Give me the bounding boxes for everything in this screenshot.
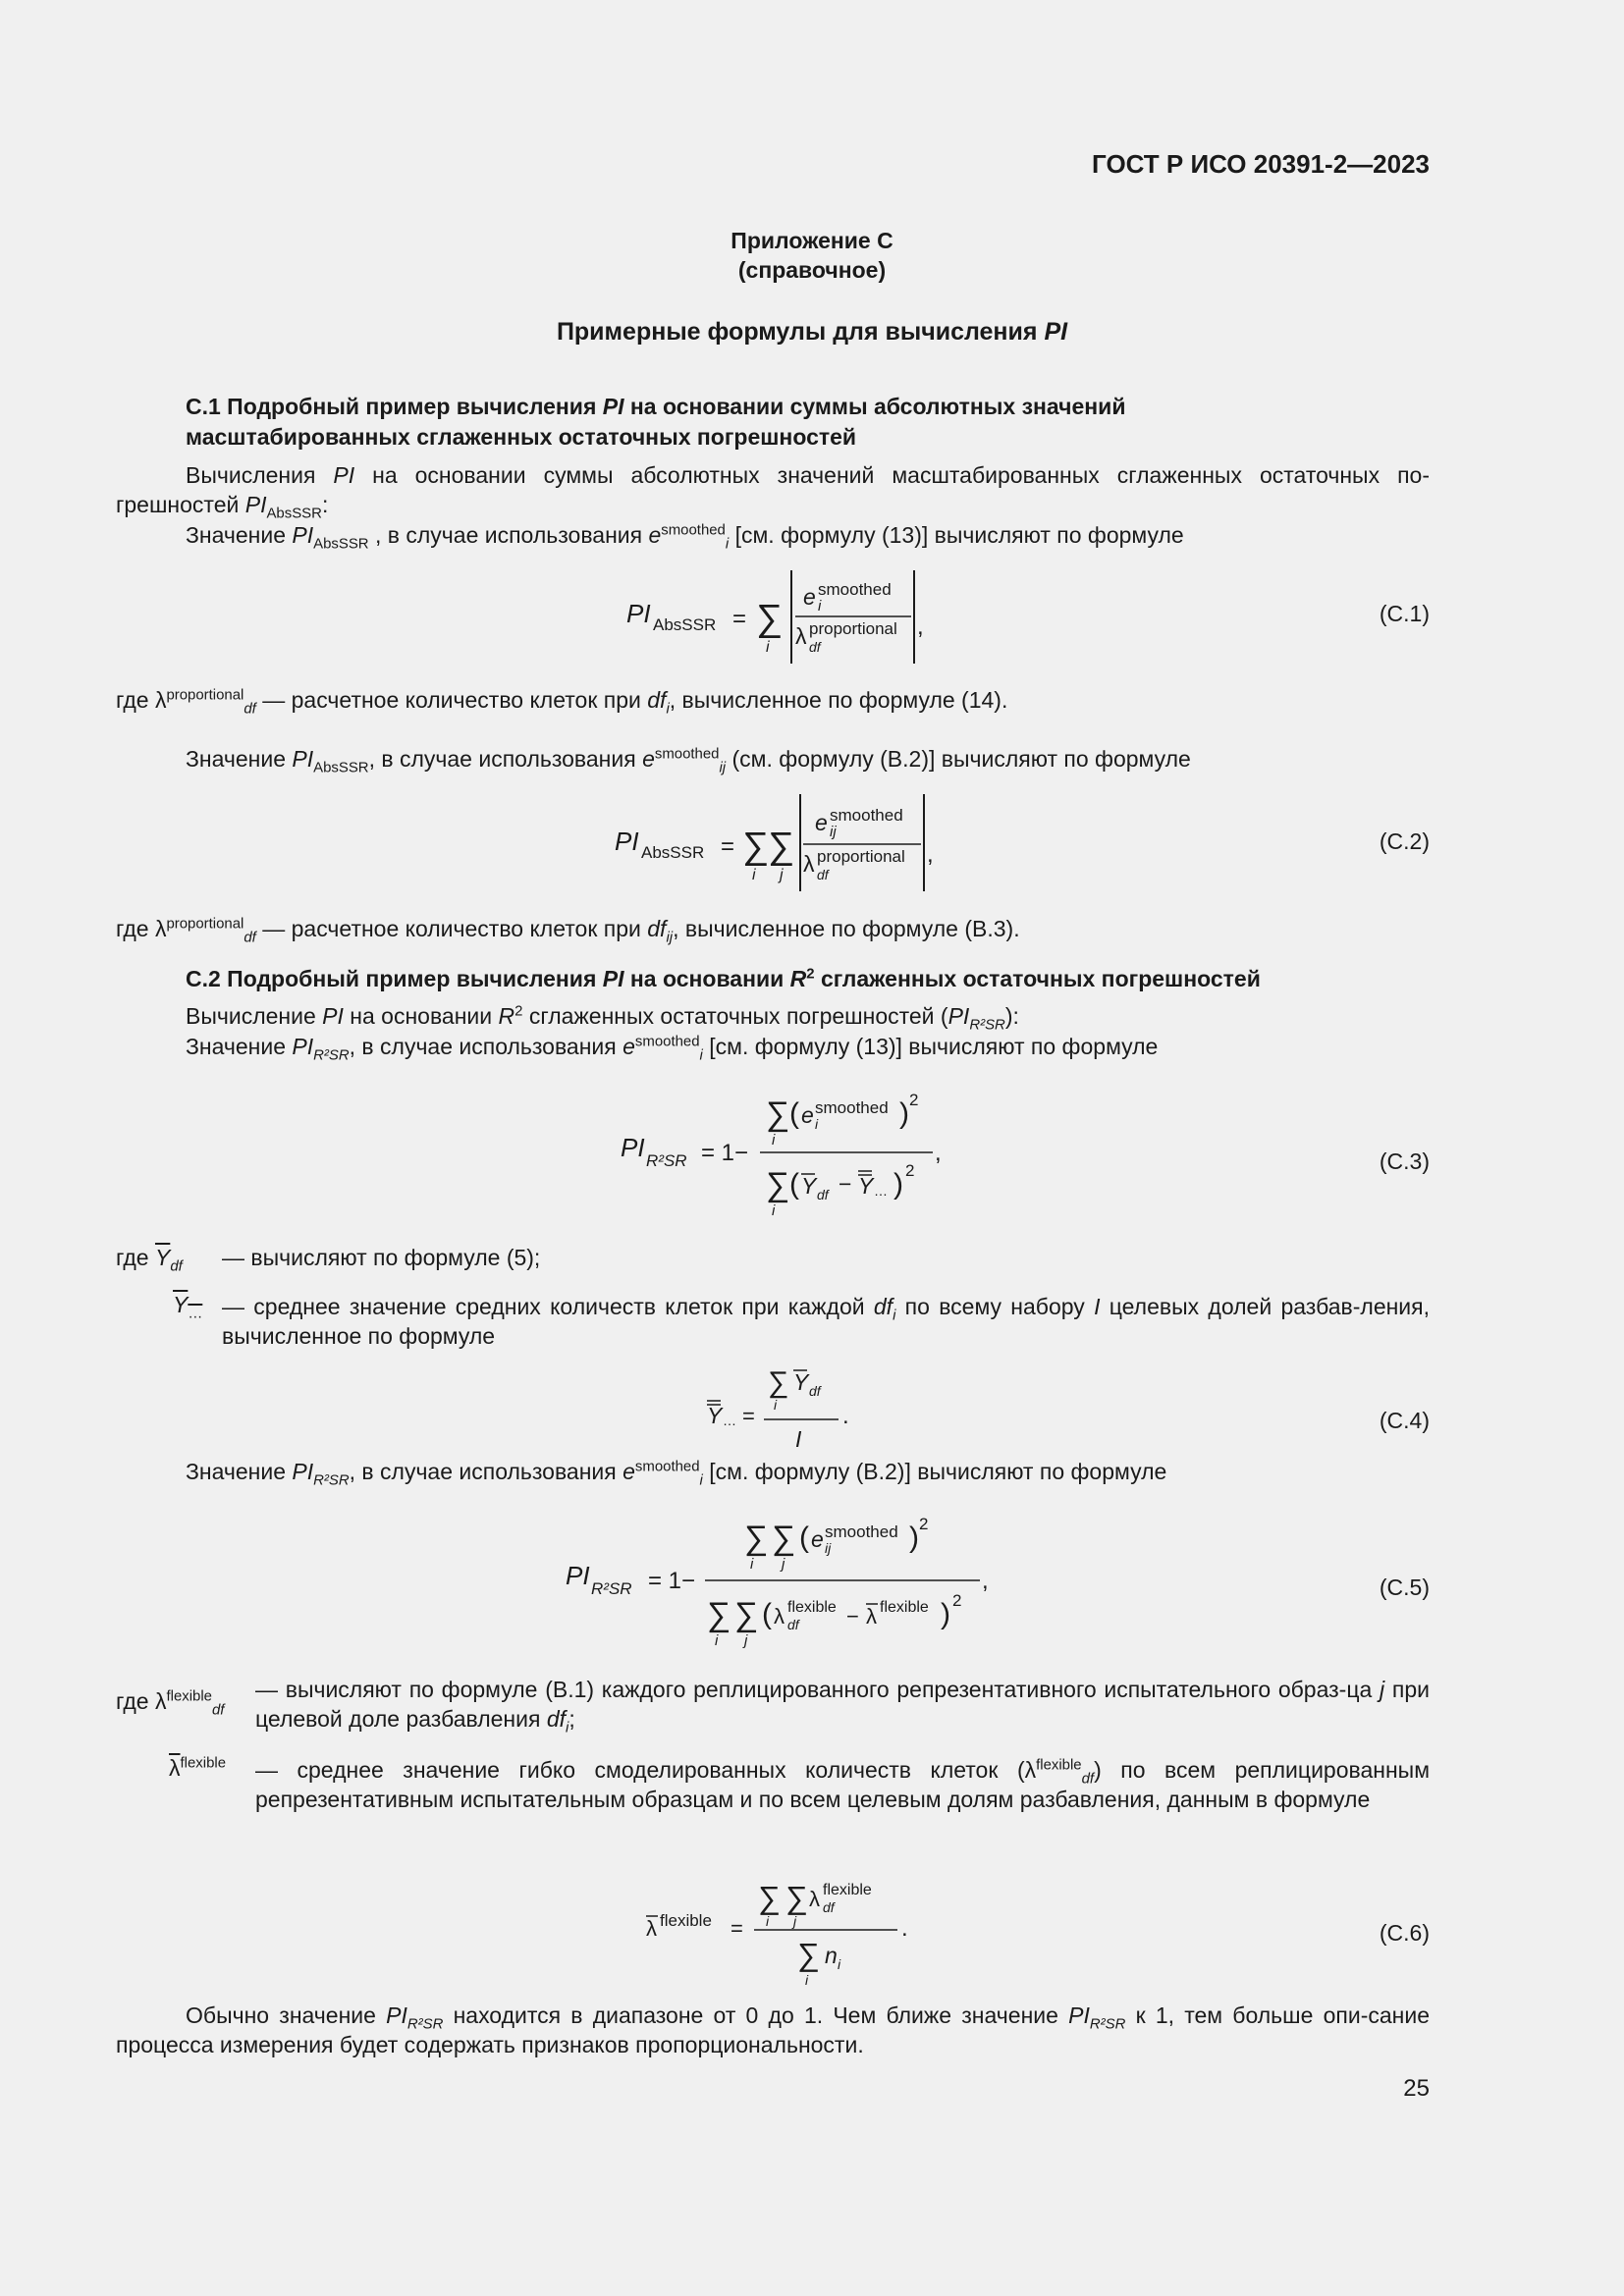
- where-c5: [116, 1675, 1430, 1739]
- svg-text:Y: Y: [707, 1403, 723, 1428]
- svg-text:AbsSSR: AbsSSR: [653, 615, 717, 634]
- svg-text:∑: ∑: [756, 598, 784, 639]
- svg-text:proportional: proportional: [809, 619, 897, 638]
- svg-text:): ): [909, 1522, 919, 1554]
- svg-text:i: i: [766, 1913, 770, 1929]
- formula-c6-svg: [116, 1865, 1430, 1993]
- final-paragraph: Обычно значение $PI_{R^2SR}$ находится в диапазоне от 0 до 1. Чем ближе значение $PI_{R^2SR}$ к 1, тем больше опи-сание процесса измерения будет содержать признаков пропорциональности.: [116, 2002, 1430, 2057]
- section-c2-heading: C.2 Подробный пример вычисления PI на основании $R^2$ сглаженных остаточных погрешностей: [186, 965, 1261, 991]
- svg-text:Y: Y: [801, 1173, 817, 1199]
- svg-text:PI: PI: [626, 599, 651, 628]
- svg-text:df: df: [817, 867, 829, 882]
- svg-text:λ: λ: [646, 1916, 657, 1941]
- svg-text:i: i: [805, 1972, 809, 1988]
- svg-text:R²SR: R²SR: [591, 1579, 632, 1598]
- svg-text:smoothed: smoothed: [818, 580, 892, 599]
- equation-number: (C.4): [1379, 1408, 1430, 1433]
- svg-text:AbsSSR: AbsSSR: [641, 843, 705, 862]
- svg-text:df: df: [809, 639, 821, 655]
- where-c3-label: где $\overline{Y}_{df}$: [116, 1245, 183, 1275]
- appendix-heading: Примерные формулы для вычисления PI: [556, 318, 1068, 346]
- page-number: 25: [1403, 2075, 1430, 2102]
- svg-text:∑: ∑: [742, 826, 770, 867]
- svg-text:e: e: [803, 584, 816, 610]
- svg-text:λ: λ: [866, 1604, 877, 1629]
- where-c5-label: где $\lambda^{flexible}_{df}$: [116, 1687, 225, 1719]
- svg-text:2: 2: [909, 1091, 919, 1109]
- svg-text:PI: PI: [621, 1133, 645, 1162]
- svg-text:∑: ∑: [744, 1520, 769, 1557]
- where-c1: где $\lambda^{proportional}_{df}$ — расчетное количество клеток при $df_i$, вычисленное по формуле (14).: [116, 686, 1008, 718]
- formula-c5-svg: [116, 1504, 1430, 1651]
- svg-text:i: i: [838, 1956, 841, 1972]
- where-c6: [116, 1755, 1430, 1853]
- svg-text:,: ,: [982, 1568, 989, 1594]
- svg-text:,: ,: [935, 1140, 942, 1166]
- svg-text:e: e: [811, 1526, 824, 1552]
- where-c6-label: $\overline{\lambda}^{flexible}$: [169, 1754, 226, 1781]
- svg-text:df: df: [823, 1899, 835, 1915]
- svg-text:∑: ∑: [766, 1166, 790, 1203]
- svg-text:∑: ∑: [758, 1880, 781, 1915]
- svg-text:i: i: [774, 1397, 778, 1413]
- formula-c6: [116, 1865, 1430, 1993]
- formula-c1-svg: [116, 565, 1430, 673]
- equation-number: (C.3): [1379, 1148, 1430, 1174]
- formula-c1: [116, 565, 1430, 683]
- formula-c2: [116, 789, 1430, 907]
- svg-text:i: i: [750, 1556, 754, 1573]
- svg-text:∑: ∑: [707, 1596, 731, 1633]
- where-c4-text: — среднее значение средних количеств клеток при каждой $df_i$ по всему набору I целевых долей разбав-ления, вычисленное по формуле: [222, 1294, 1430, 1349]
- svg-text:I: I: [795, 1426, 802, 1452]
- svg-text:i: i: [772, 1132, 776, 1148]
- svg-text:e: e: [801, 1102, 814, 1128]
- svg-text:j: j: [782, 1556, 785, 1573]
- svg-text:df: df: [809, 1383, 821, 1399]
- svg-text:Y: Y: [858, 1173, 874, 1199]
- formula-c2-svg: [116, 789, 1430, 897]
- svg-text:Y: Y: [793, 1369, 809, 1395]
- svg-text:λ: λ: [809, 1887, 820, 1911]
- svg-text:=: =: [742, 1404, 755, 1428]
- section-c1-heading-line1: C.1 Подробный пример вычисления PI на основании суммы абсолютных значений: [186, 394, 1126, 419]
- svg-text:(: (: [789, 1097, 799, 1130]
- svg-text:proportional: proportional: [817, 847, 905, 866]
- svg-text:2: 2: [919, 1515, 929, 1533]
- c1-line2: Значение $PI_{AbsSSR}$, в случае использования $e^{smoothed}_{ij}$ (см. формулу (B.2)] вычисляют по формуле: [186, 745, 1191, 776]
- svg-text:λ: λ: [803, 851, 815, 877]
- svg-text:flexible: flexible: [823, 1882, 872, 1898]
- svg-text:j: j: [780, 867, 784, 883]
- section-c2-intro: Вычисление PI на основании $R^2$ сглаженных остаточных погрешностей $(PI_{R^2SR})$:: [186, 1002, 1019, 1034]
- svg-text:=: =: [721, 833, 735, 860]
- svg-text:df: df: [817, 1187, 829, 1202]
- svg-text:PI: PI: [566, 1561, 590, 1590]
- svg-text:smoothed: smoothed: [825, 1522, 898, 1541]
- svg-text:j: j: [793, 1913, 797, 1929]
- appendix-title: Приложение C: [731, 228, 893, 253]
- svg-text:∑: ∑: [768, 1366, 789, 1399]
- svg-text:2: 2: [952, 1591, 962, 1610]
- document-id: ГОСТ Р ИСО 20391-2—2023: [1092, 149, 1430, 179]
- svg-text:): ): [893, 1168, 903, 1201]
- svg-text:ij: ij: [825, 1540, 832, 1556]
- svg-text:,: ,: [917, 614, 924, 640]
- c2-line2: Значение $PI_{R^2SR}$, в случае использования $e^{smoothed}_i$ [см. формулу (B.2)] вычисляют по формуле: [186, 1458, 1167, 1489]
- formula-c4: [116, 1359, 1430, 1457]
- svg-text:(: (: [762, 1598, 772, 1630]
- where-c5-text: — вычисляют по формуле (B.1) каждого реплицированного репрезентативного испытательного образ-ца j при целевой доле разбавления $df_i$;: [255, 1677, 1430, 1736]
- equation-number: (C.1): [1379, 601, 1430, 626]
- svg-text:∑: ∑: [734, 1596, 759, 1633]
- svg-text:λ: λ: [795, 623, 807, 649]
- svg-text:i: i: [818, 598, 822, 614]
- svg-text:smoothed: smoothed: [815, 1098, 889, 1117]
- where-c3-text: — вычисляют по формуле (5);: [222, 1245, 541, 1270]
- svg-text:= 1−: = 1−: [701, 1140, 749, 1166]
- svg-text:(: (: [799, 1522, 809, 1554]
- svg-text:=: =: [732, 606, 747, 632]
- appendix-subtitle: (справочное): [737, 257, 887, 283]
- svg-text:…: …: [723, 1413, 736, 1428]
- formula-c3: [116, 1080, 1430, 1217]
- where-c3: [116, 1245, 1430, 1280]
- svg-text:): ): [941, 1598, 950, 1630]
- svg-text:−: −: [839, 1171, 852, 1197]
- where-c2: где $\lambda^{proportional}_{df}$ — расчетное количество клеток при $df_{ij}$, вычисленное по формуле (B.3).: [116, 915, 1020, 946]
- svg-text:flexible: flexible: [660, 1911, 712, 1930]
- svg-text:i: i: [772, 1202, 776, 1219]
- svg-text:λ: λ: [774, 1604, 785, 1629]
- svg-text:.: .: [901, 1915, 908, 1942]
- where-c6-text: — среднее значение гибко смоделированных количеств клеток $(\lambda^{flexible}_{df})$ по всем реплицированным репрезентативным испытательным образцам и по всем целевым долям разбавления, данным в формуле: [255, 1756, 1431, 1812]
- svg-text:−: −: [846, 1604, 859, 1629]
- svg-text:,: ,: [927, 841, 934, 868]
- svg-text:PI: PI: [615, 827, 639, 856]
- svg-text:i: i: [715, 1632, 719, 1649]
- svg-text:i: i: [752, 867, 756, 883]
- svg-text:R²SR: R²SR: [646, 1151, 687, 1170]
- svg-text:∑: ∑: [785, 1880, 808, 1915]
- svg-text:e: e: [815, 810, 828, 835]
- section-c1-heading-line2: масштабированных сглаженных остаточных погрешностей: [186, 424, 857, 450]
- svg-text:smoothed: smoothed: [830, 806, 903, 825]
- svg-text:.: .: [842, 1403, 849, 1429]
- svg-text:flexible: flexible: [787, 1599, 837, 1616]
- svg-text:): ): [899, 1097, 909, 1130]
- svg-text:n: n: [825, 1943, 838, 1968]
- svg-text:flexible: flexible: [880, 1599, 929, 1616]
- section-c1-intro: Вычисления PI на основании суммы абсолютных значений масштабированных сглаженных остаточных по-грешностей $PI_{AbsSSR}$:: [116, 462, 1430, 522]
- svg-text:2: 2: [905, 1161, 915, 1180]
- equation-number: (C.5): [1379, 1575, 1430, 1600]
- svg-text:df: df: [787, 1617, 799, 1632]
- formula-c5: [116, 1504, 1430, 1651]
- svg-text:i: i: [815, 1116, 819, 1132]
- svg-text:∑: ∑: [768, 826, 795, 867]
- svg-text:∑: ∑: [766, 1095, 790, 1133]
- svg-text:∑: ∑: [797, 1937, 820, 1972]
- equation-number: (C.2): [1379, 828, 1430, 854]
- formula-c3-svg: [116, 1080, 1430, 1217]
- svg-text:j: j: [744, 1632, 748, 1649]
- equation-number: (C.6): [1379, 1920, 1430, 1946]
- svg-text:=: =: [731, 1916, 743, 1941]
- svg-text:i: i: [766, 639, 770, 656]
- svg-text:…: …: [874, 1183, 888, 1199]
- c1-line1: Значение $PI_{AbsSSR}$ , в случае использования $e^{smoothed}_i$ [см. формулу (13)] вычисляют по формуле: [186, 521, 1184, 553]
- svg-text:ij: ij: [830, 824, 837, 840]
- svg-text:= 1−: = 1−: [648, 1568, 696, 1594]
- svg-text:∑: ∑: [772, 1520, 796, 1557]
- c2-line1: Значение $PI_{R^2SR}$, в случае использования $e^{smoothed}_i$ [см. формулу (13)] вычисляют по формуле: [186, 1033, 1159, 1064]
- svg-text:(: (: [789, 1168, 799, 1201]
- formula-c4-svg: [116, 1359, 1430, 1457]
- where-c4-label: $Y_\dots$: [173, 1292, 203, 1322]
- where-c4: [116, 1292, 1430, 1357]
